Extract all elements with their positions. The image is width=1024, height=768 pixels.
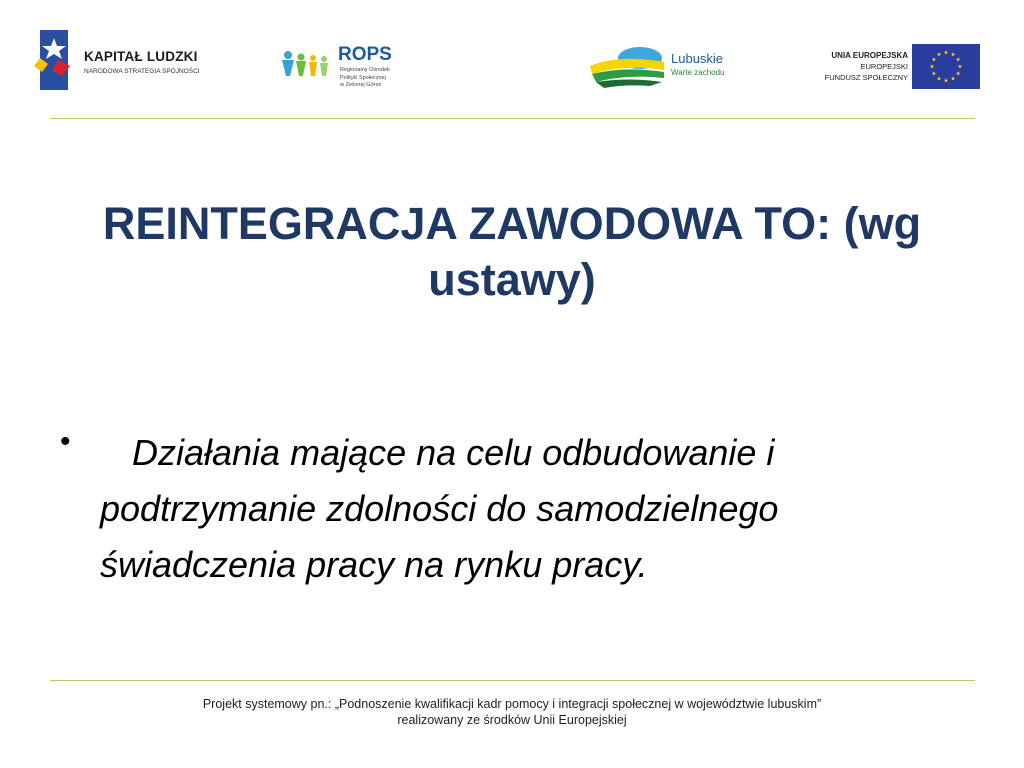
bullet-icon: • [60, 425, 71, 458]
footer-line-2: realizowany ze środków Unii Europejskiej [397, 713, 627, 727]
footer [60, 696, 964, 728]
bullet-text: Działania mające na celu odbudowanie i podtrzymanie zdolności do samodzielnego świadczenia pracy na rynku pracy. [100, 432, 779, 585]
kapital-ludzki-logo [34, 30, 234, 92]
lubuskie-wave-icon [590, 44, 665, 88]
lubuskie-title: Lubuskie [671, 51, 724, 66]
rops-title: ROPS [338, 44, 392, 65]
eu-text: UNIA EUROPEJSKA EUROPEJSKI FUNDUSZ SPOŁECZNY [824, 51, 908, 82]
kapital-ludzki-title: KAPITAŁ LUDZKI [84, 49, 198, 64]
rops-subtitle: Regionalny Ośrodek Polityki Społecznej w Zielonej Górze [340, 67, 390, 88]
footer-divider [50, 680, 975, 681]
slide-title: REINTEGRACJA ZAWODOWA TO: (wg ustawy) [102, 198, 922, 305]
header-divider [50, 118, 975, 119]
eu-flag-icon [912, 44, 980, 89]
rops-logo [280, 40, 410, 95]
lubuskie-logo [590, 44, 740, 89]
header-logos [0, 0, 1024, 110]
lubuskie-subtitle: Warte zachodu [671, 68, 725, 77]
kapital-ludzki-subtitle: NARODOWA STRATEGIA SPÓJNOŚCI [84, 68, 200, 75]
footer-line-1: Projekt systemowy pn.: „Podnoszenie kwalifikacji kadr pomocy i integracji społecznej w województwie lubuskim” [202, 697, 822, 711]
kapital-ludzki-flag-icon [34, 30, 74, 90]
rops-figures-icon [280, 50, 332, 76]
eu-logo [780, 44, 984, 90]
